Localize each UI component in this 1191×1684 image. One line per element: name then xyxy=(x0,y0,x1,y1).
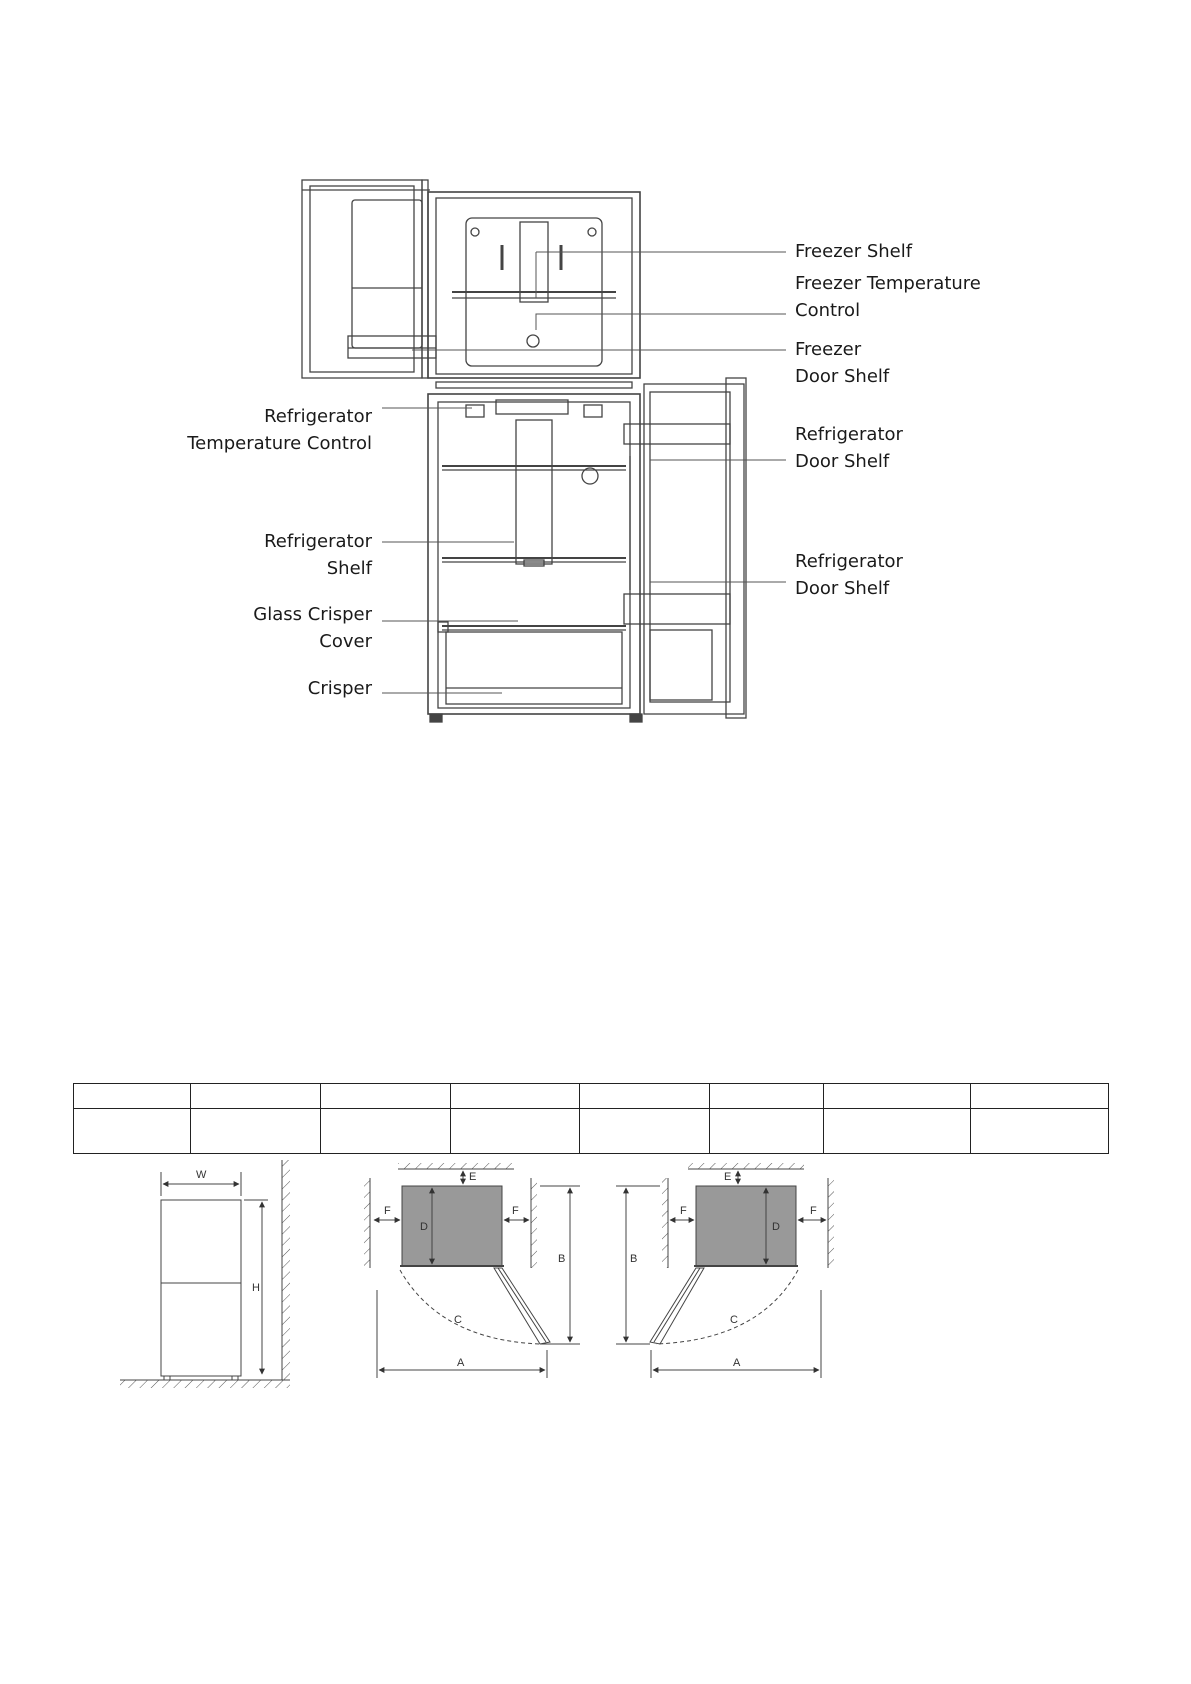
dim-label-d-1: D xyxy=(420,1221,428,1233)
dim-label-d-2: D xyxy=(772,1221,780,1233)
dim-label-f-2b: F xyxy=(810,1205,817,1217)
dim-label-c-1: C xyxy=(454,1314,462,1326)
fridge-door-shelf-upper-label-line2: Door Shelf xyxy=(795,451,890,472)
fridge-temp-control-label-line2: Temperature Control xyxy=(187,433,372,454)
dim-label-f-2a: F xyxy=(680,1205,687,1217)
top-view-diagram-2 xyxy=(616,1163,834,1378)
top-view-diagram-1 xyxy=(364,1163,580,1378)
dim-label-c-2: C xyxy=(730,1314,738,1326)
fridge-shelf-label-line2: Shelf xyxy=(326,558,372,579)
dim-label-w: W xyxy=(196,1169,207,1181)
dim-label-f-1b: F xyxy=(512,1205,519,1217)
freezer-door-shelf-label-line2: Door Shelf xyxy=(795,366,890,387)
dim-label-b-1: B xyxy=(558,1253,566,1265)
dim-label-e-1: E xyxy=(469,1171,477,1183)
dim-label-f-1a: F xyxy=(384,1205,391,1217)
dim-label-a-1: A xyxy=(457,1357,465,1369)
freezer-temp-control-label-line1: Freezer Temperature xyxy=(795,273,981,294)
fridge-door-shelf-upper-label-line1: Refrigerator xyxy=(795,424,903,445)
fridge-temp-control-label-line1: Refrigerator xyxy=(264,406,372,427)
fridge-door-shelf-lower-label-line1: Refrigerator xyxy=(795,551,903,572)
dim-label-a-2: A xyxy=(733,1357,741,1369)
glass-crisper-cover-label-line1: Glass Crisper xyxy=(253,604,372,625)
glass-crisper-cover-label-line2: Cover xyxy=(319,631,372,652)
dim-label-e-2: E xyxy=(724,1171,732,1183)
crisper-label: Crisper xyxy=(307,678,372,699)
freezer-shelf-label: Freezer Shelf xyxy=(795,241,913,262)
fridge-door-shelf-lower-label-line2: Door Shelf xyxy=(795,578,890,599)
dim-label-h: H xyxy=(252,1282,260,1294)
dim-label-b-2: B xyxy=(630,1253,638,1265)
freezer-door-shelf-label-line1: Freezer xyxy=(795,339,862,360)
side-view-diagram xyxy=(120,1160,290,1388)
fridge-shelf-label-line1: Refrigerator xyxy=(264,531,372,552)
freezer-temp-control-label-line2: Control xyxy=(795,300,861,321)
